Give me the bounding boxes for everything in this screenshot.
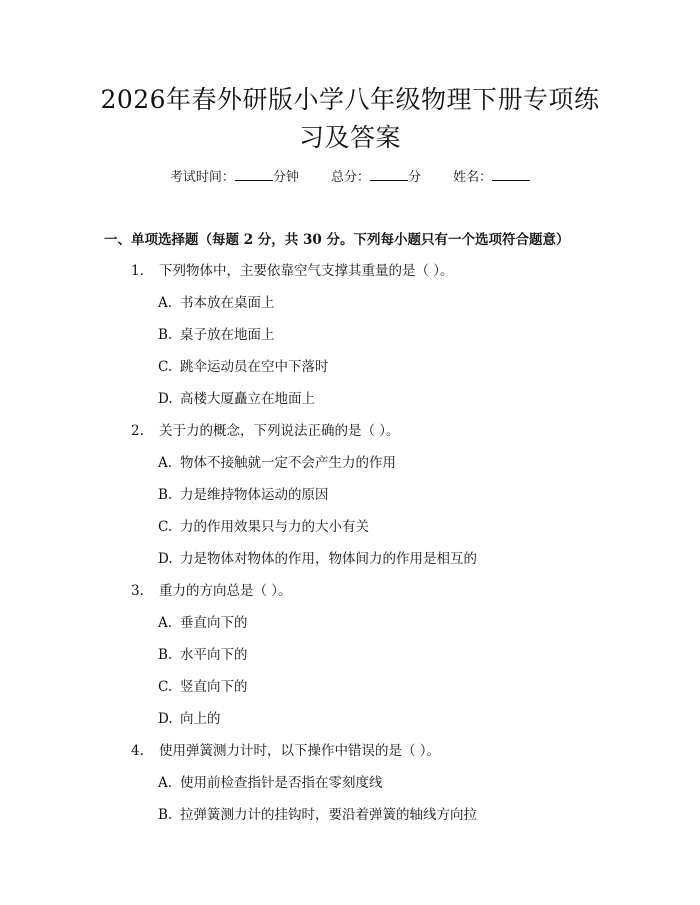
total-score-unit: 分 (408, 170, 422, 185)
question-1-option-b (158, 325, 275, 345)
question-3 (131, 581, 292, 601)
document-title-line-2: 习及答案 (298, 123, 401, 152)
option-text: 力的作用效果只与力的大小有关 (180, 519, 369, 535)
option-letter: C. (158, 679, 173, 695)
option-letter: B. (158, 647, 173, 663)
option-text: 向上的 (180, 711, 221, 727)
question-text: 重力的方向总是（ ）。 (159, 583, 292, 599)
total-score-field (331, 168, 421, 188)
question-1-option-a (158, 293, 275, 313)
exam-time-blank (235, 168, 273, 181)
exam-time-unit: 分钟 (272, 170, 299, 185)
question-1 (131, 261, 454, 281)
question-number: 1. (131, 263, 144, 279)
question-1-option-d (158, 389, 315, 409)
exam-info-line (0, 168, 700, 188)
question-3-option-a (158, 613, 248, 633)
option-text: 使用前检查指针是否指在零刻度线 (180, 775, 383, 791)
option-letter: C. (158, 519, 173, 535)
question-2-option-a (158, 453, 396, 473)
option-text: 物体不接触就一定不会产生力的作用 (180, 455, 396, 471)
option-text: 拉弹簧测力计的挂钩时，要沿着弹簧的轴线方向拉 (180, 807, 477, 823)
option-letter: A. (158, 775, 173, 791)
question-4 (131, 741, 440, 761)
question-number: 2. (131, 423, 144, 439)
question-text: 下列物体中，主要依靠空气支撑其重量的是（ ）。 (159, 263, 454, 279)
question-number: 3. (131, 583, 144, 599)
question-3-option-b (158, 645, 248, 665)
option-text: 书本放在桌面上 (180, 295, 275, 311)
name-label: 姓名： (453, 170, 493, 185)
question-4-option-b (158, 805, 477, 825)
exam-time-label: 考试时间： (169, 170, 235, 185)
option-text: 竖直向下的 (180, 679, 248, 695)
question-2-option-d (158, 549, 477, 569)
option-text: 力是维持物体运动的原因 (180, 487, 329, 503)
option-text: 高楼大厦矗立在地面上 (180, 391, 315, 407)
question-text: 关于力的概念，下列说法正确的是（ ）。 (159, 423, 400, 439)
total-score-blank (370, 168, 408, 181)
option-letter: A. (158, 455, 173, 471)
option-text: 垂直向下的 (180, 615, 248, 631)
option-letter: D. (158, 391, 173, 407)
total-score-label: 总分： (330, 170, 370, 185)
document-title-line-1: 2026年春外研版小学八年级物理下册专项练 (100, 85, 600, 114)
question-2-option-c (158, 517, 369, 537)
question-text: 使用弹簧测力计时，以下操作中错误的是（ ）。 (159, 743, 441, 759)
option-text: 力是物体对物体的作用，物体间力的作用是相互的 (180, 551, 477, 567)
option-letter: D. (158, 711, 173, 727)
option-letter: D. (158, 551, 173, 567)
option-text: 水平向下的 (180, 647, 248, 663)
name-blank (492, 168, 530, 181)
exam-time-field (170, 168, 299, 188)
question-3-option-c (158, 677, 248, 697)
option-letter: A. (158, 615, 173, 631)
option-letter: B. (158, 807, 173, 823)
option-letter: C. (158, 359, 173, 375)
option-text: 桌子放在地面上 (180, 327, 275, 343)
option-letter: B. (158, 487, 173, 503)
question-4-option-a (158, 773, 383, 793)
question-3-option-d (158, 709, 221, 729)
option-text: 跳伞运动员在空中下落时 (180, 359, 329, 375)
option-letter: B. (158, 327, 173, 343)
question-1-option-c (158, 357, 329, 377)
option-letter: A. (158, 295, 173, 311)
name-field (453, 168, 530, 188)
question-2-option-b (158, 485, 329, 505)
question-2 (131, 421, 400, 441)
question-number: 4. (131, 743, 144, 759)
section-heading: 一、单项选择题（每题 2 分，共 30 分。下列每小题只有一个选项符合题意） (104, 232, 570, 248)
